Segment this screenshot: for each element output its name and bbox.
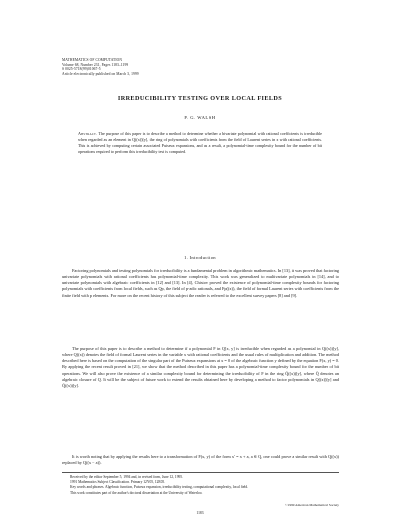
paragraph-3: It is worth noting that by applying the results here to a transformation of F(x, y) of the form x′ = x + a, a ∈ Q, one could prove a similar result with Q((x)) replaced by Q((x − a)). — [62, 454, 339, 466]
footnote-rule — [62, 472, 339, 473]
author-name: P. G. WALSH — [184, 115, 216, 120]
volume-info: Volume 68, Number 231, Pages 1183–1199 — [62, 62, 129, 67]
thesis-note: This work constitutes part of the author's doctoral dissertation at the University of Waterloo. — [70, 490, 203, 495]
keywords-note: Key words and phrases. Algebraic function, Puiseux expansion, irreducibility testing, computational complexity, local field. — [70, 485, 249, 490]
abstract-text: The purpose of this paper is to describe a method to determine whether a bivariate polynomial with rational coefficients is irreducible when regarded as an element in Q((x))[y], the ring of polynomials with coefficients from the field of Laurent series in x with rational coefficients. This is achieved by computing certain associated Puiseux expansions, and as a result, a polynomial-time complexity bound for the number of bit operations required to perform this irreducibility test is computed. — [78, 131, 322, 155]
paragraph-2: The purpose of this paper is to describe a method to determine if a polynomial F in Q[x, y] is irreducible when regarded as a polynomial in Q((x))[y], where Q((x)) denotes the field of formal Laurent series in the variable x with rational coefficients and the usual rules of multiplication and addition. The method described here is based on the computation of the singular part of the Puiseux expansions at x = 0 of the algebraic function y defined by the equation F(x, y) = 0. By applying the recent result proved in [21], we show that the method described in this paper has a polynomial-time complexity bound for the number of bit operations. We will also prove the existence of a similar complexity bound for determining the irreducibility of F in the ring Q̄((x))[y], where Q̄ denotes an algebraic closure of Q. It will be the subject of future work to extend the results obtained here by developing a method to factor polynomials in Q((x))[y] and Q̄((x))[y]. — [62, 346, 339, 388]
page-number: 1183 — [196, 511, 204, 515]
paper-title: IRREDUCIBILITY TESTING OVER LOCAL FIELDS — [117, 95, 283, 102]
msc-note: 1991 Mathematics Subject Classification. Primary 12Y05, 12E05. — [70, 480, 166, 485]
received-note: Received by the editor September 5, 1994 and, in revised form, June 12, 1995. — [70, 475, 183, 479]
copyright: ©1999 American Mathematical Society — [285, 503, 339, 507]
journal-header — [62, 58, 342, 76]
footnotes — [62, 475, 339, 496]
journal-name: MATHEMATICS OF COMPUTATION — [62, 58, 123, 62]
abstract-label: Abstract. — [78, 131, 98, 136]
abstract — [78, 131, 322, 156]
section-heading: 1. Introduction — [184, 255, 216, 260]
issn: S 0025-5718(99)01067-5 — [62, 67, 101, 72]
paragraph-1: Factoring polynomials and testing polynomials for irreducibility is a fundamental problem in algorithmic mathematics. In [13], it was proved that factoring univariate polynomials with rational coefficients has polynomial-time complexity. This work was generalized to multivariate polynomials in [14], and to univariate polynomials with algebraic coefficients in [12] and [13]. In [4], Chistov proved the existence of polynomial-time complexity bounds for factoring polynomials with coefficients from local fields, such as Qp, the field of p-adic rationals, and Fp((x)), the field of formal Laurent series with coefficients from the finite field with p elements. For more on the recent history of this subject the reader is referred to the excellent survey papers [8] and [9]. — [62, 268, 339, 298]
publication-date: Article electronically published on March 3, 1999 — [62, 71, 139, 76]
